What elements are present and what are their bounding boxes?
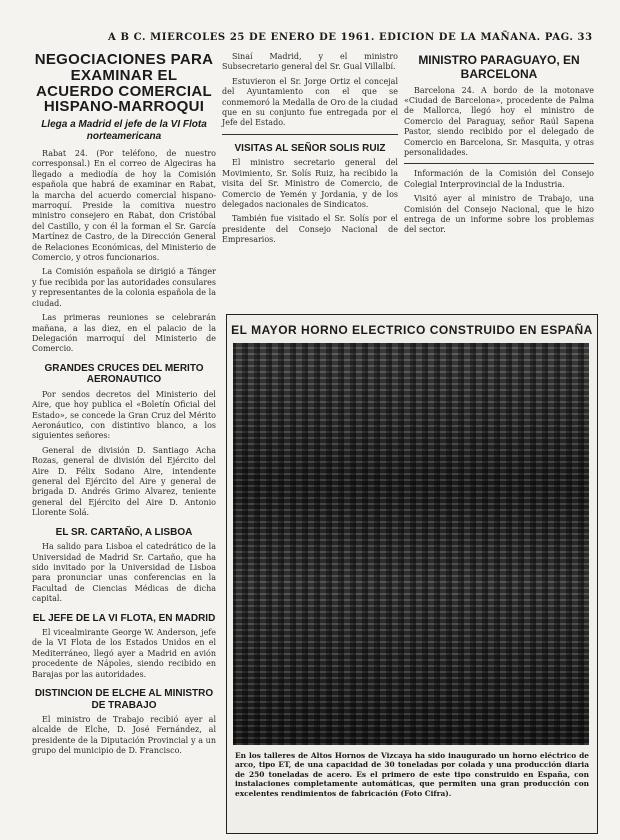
photo-caption: En los talleres de Altos Hornos de Vizcaya ha sido inaugurado un horno eléctrico de arco, tipo ET, de una capacidad de 30 toneladas por colada y una producción diaria de 250 toneladas de acero. Es el primero de este tipo construido en España, con instalaciones completamente automáticas, que permiten una gran producción con excelentes rendimientos de fabricación (Foto Cifra). [235, 751, 589, 798]
column-left [32, 52, 216, 761]
article-paragraph: Visitó ayer al ministro de Trabajo, una Comisión del Consejo Nacional, que le hizo entrega de un informe sobre los problemas del sector. [404, 194, 594, 235]
article-paragraph: General de división D. Santiago Acha Rozas, general de división del Ejército del Aire D. Félix Sodano Aire, intendente general del Ejército del Aire y general de brigada D. Andrés Grimo Alvarez, teniente general del Ejército del Aire D. Antonio Llorente Solá. [32, 445, 216, 518]
article-paragraph: Ha salido para Lisboa el catedrático de la Universidad de Madrid Sr. Cartaño, que ha sido invitado por la Universidad de Lisboa para pronunciar unas conferencias en la Facultad de Ciencias Médicas de dicha capital. [32, 542, 216, 604]
section-headline: EL SR. CARTAÑO, A LISBOA [55, 526, 193, 538]
divider [404, 163, 594, 164]
masthead: A B C. MIERCOLES 25 DE ENERO DE 1961. EDICION DE LA MAÑANA. PAG. 33 [108, 32, 593, 43]
column-right [404, 52, 594, 240]
article-paragraph: La Comisión española se dirigió a Tánger y fue recibida por las autoridades consulares y representantes de la colonia española de la ciudad. [32, 267, 216, 308]
article-paragraph: Información de la Comisión del Consejo Colegial Interprovincial de la Industria. [404, 169, 594, 189]
section-headline: MINISTRO PARAGUAYO, EN BARCELONA [418, 53, 580, 81]
article-paragraph: Sinaí Madrid, y el ministro Subsecretario general del Sr. Gual Villalbí. [222, 52, 398, 72]
article-paragraph: Rabat 24. (Por teléfono, de nuestro corresponsal.) En el correo de Algeciras ha llegado a mediodía de hoy la Comisión española que habrá de examinar en Rabat, la marcha del acuerdo comercial hispano-marroquí. Preside la comitiva nuestro ministro consejero en Rabat, don Cristóbal del Castillo, y con él la forman el Sr. García Martínez de Castro, de la Dirección General de Relaciones Económicas, del Ministerio de Comercio, y otros funcionarios. [32, 149, 216, 263]
section-headline: VISITAS AL SEÑOR SOLIS RUIZ [234, 142, 386, 154]
article-paragraph: Estuvieron el Sr. Jorge Ortiz el concejal del Ayuntamiento con el que se conmemoró la Medalla de Oro de la ciudad que en su conjunto fue entregada por el Jefe del Estado. [222, 76, 398, 128]
article-paragraph: Barcelona 24. A bordo de la motonave «Ciudad de Barcelona», procedente de Palma de Mallorca, llegó hoy el ministro de Comercio del Paraguay, señor Raúl Sapena Pastor, siendo recibido por el delegado de Comercio en Barcelona, Sr. Masquita, y otras personalidades. [404, 85, 594, 158]
section-headline: GRANDES CRUCES DEL MERITO AERONAUTICO [44, 362, 204, 386]
article-paragraph: El vicealmirante George W. Anderson, jefe de la VI Flota de los Estados Unidos en el Mediterráneo, llegó ayer a Madrid en avión procedente de Nápoles, siendo recibido en Barajas por las autoridades. [32, 628, 216, 679]
main-headline: NEGOCIACIONES PARA EXAMINAR EL ACUERDO COMERCIAL HISPANO-MARROQUI [34, 51, 214, 116]
main-subheadline: Llega a Madrid el jefe de la VI Flota norteamericana [41, 119, 207, 142]
divider [222, 134, 398, 135]
photo-title: EL MAYOR HORNO ELECTRICO CONSTRUIDO EN ESPAÑA [231, 323, 593, 337]
section-headline: DISTINCION DE ELCHE AL MINISTRO DE TRABAJO [34, 688, 214, 711]
furnace-photo [233, 343, 589, 745]
article-paragraph: El ministro de Trabajo recibió ayer al alcalde de Elche, D. José Fernández, al presidente de la Diputación Provincial y a un grupo del municipio de D. Francisco. [32, 715, 216, 756]
photo-feature [226, 314, 598, 834]
column-middle [222, 52, 398, 250]
article-paragraph: Por sendos decretos del Ministerio del Aire, que hoy publica el «Boletín Oficial del Estado», se concede la Gran Cruz del Mérito Aeronáutico, con distintivo blanco, a los siguientes señores: [32, 389, 216, 441]
article-paragraph: También fue visitado el Sr. Solís por el presidente del Consejo Nacional de Empresarios. [222, 214, 398, 245]
article-paragraph: El ministro secretario general del Movimiento, Sr. Solís Ruiz, ha recibido la visita del Sr. Ministro de Comercio, de Comercio de Yemén y Jordania, y de los delegados nacionales de Sindicatos. [222, 158, 398, 209]
section-headline: EL JEFE DE LA VI FLOTA, EN MADRID [32, 612, 216, 624]
article-paragraph: Las primeras reuniones se celebrarán mañana, a las diez, en el palacio de la Delegación marroquí del Ministerio de Comercio. [32, 313, 216, 354]
